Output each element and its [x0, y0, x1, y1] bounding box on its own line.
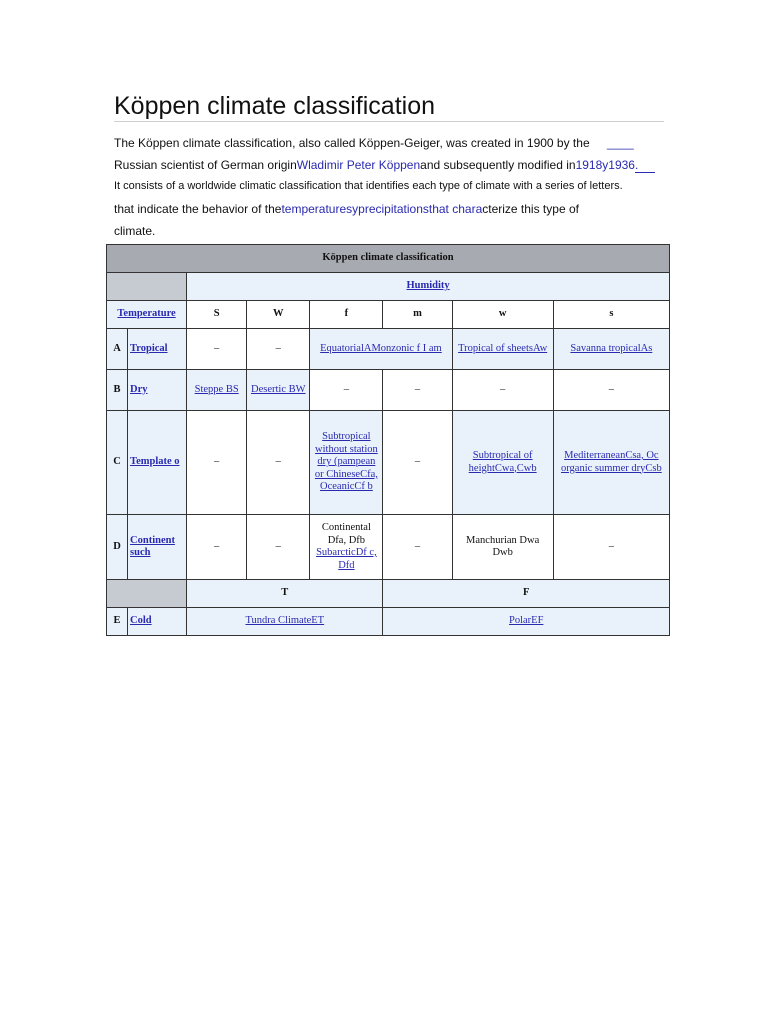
- paragraph-line-4: [114, 202, 579, 216]
- savanna-link[interactable]: Savanna tropicalAs: [570, 342, 653, 354]
- koppen-link[interactable]: Wladimir Peter Köppen: [296, 158, 421, 172]
- desertic-link[interactable]: Desertic BW: [251, 383, 306, 395]
- cell: –: [553, 370, 669, 411]
- paragraph-text: Russian scientist of German origin: [114, 158, 297, 172]
- row-name-cell: [128, 370, 187, 411]
- cell-fm: [310, 329, 452, 370]
- years-link-tail[interactable]: .: [635, 158, 655, 173]
- steppe-link[interactable]: Steppe BS: [194, 383, 239, 395]
- col-header-s: s: [553, 301, 669, 329]
- cell: –: [310, 370, 383, 411]
- cell: –: [247, 515, 310, 580]
- mediterranean-link[interactable]: MediterraneanCsa, Oc organic summer dryCsb: [561, 450, 662, 474]
- cell: [187, 370, 247, 411]
- cell: [452, 411, 553, 515]
- polar-link[interactable]: PolarEF: [509, 615, 544, 627]
- table-row: [107, 608, 670, 636]
- koppen-table: [106, 244, 670, 636]
- cell: [553, 329, 669, 370]
- tropical-sheets-link[interactable]: Tropical of sheetsAw: [458, 342, 548, 354]
- col-header-m: m: [383, 301, 452, 329]
- row-letter: D: [107, 515, 128, 580]
- cold-link[interactable]: Cold: [130, 615, 152, 627]
- table-row: [107, 411, 670, 515]
- template-link[interactable]: Template o: [130, 456, 180, 468]
- cell: –: [247, 411, 310, 515]
- temperature-header: [107, 301, 187, 329]
- subtropical-link[interactable]: Subtropical without station dry (pampean or ChineseCfa, OceanicCf b: [314, 431, 378, 493]
- cell: [247, 370, 310, 411]
- cell: –: [452, 370, 553, 411]
- cell: –: [187, 329, 247, 370]
- row-name-cell: [128, 515, 187, 580]
- humidity-header: [187, 273, 670, 301]
- cell: [553, 411, 669, 515]
- blank-link[interactable]: ____: [606, 136, 634, 150]
- cell: –: [383, 515, 452, 580]
- row-letter: C: [107, 411, 128, 515]
- table-row: [107, 515, 670, 580]
- paragraph-line-1: [114, 136, 634, 150]
- page-title: Köppen climate classification: [114, 92, 435, 120]
- continent-link[interactable]: Continent such: [130, 534, 175, 558]
- cell: [310, 411, 383, 515]
- cell: –: [383, 411, 452, 515]
- table-row: [107, 370, 670, 411]
- tundra-link[interactable]: Tundra ClimateET: [245, 615, 325, 627]
- t-header: T: [187, 580, 383, 608]
- row-name-cell: [128, 608, 187, 636]
- col-header-w: w: [452, 301, 553, 329]
- row-letter: E: [107, 608, 128, 636]
- cell: [310, 515, 383, 580]
- paragraph-text: cterize this type of: [482, 202, 579, 216]
- cell: –: [247, 329, 310, 370]
- col-header-S: S: [187, 301, 247, 329]
- empty-cell: [107, 580, 187, 608]
- equatorial-monzonic-link[interactable]: EquatorialAMonzonic f I am: [320, 342, 442, 354]
- cell: Manchurian Dwa Dwb: [452, 515, 553, 580]
- characterize-link[interactable]: that chara: [428, 202, 483, 216]
- empty-cell: [107, 273, 187, 301]
- col-header-W: W: [247, 301, 310, 329]
- subarctic-link[interactable]: SubarcticDf c, Dfd: [316, 547, 377, 571]
- temperatures-link[interactable]: temperatures: [281, 202, 353, 216]
- paragraph-text: The Köppen climate classification, also called Köppen-Geiger, was created in 1900 by the: [114, 136, 590, 150]
- subtropical-height-link[interactable]: Subtropical of heightCwa,Cwb: [468, 450, 537, 474]
- precipitations-link[interactable]: precipitations: [358, 202, 429, 216]
- paragraph-text: and subsequently modified in: [420, 158, 576, 172]
- cell: –: [187, 411, 247, 515]
- title-divider: [114, 121, 664, 122]
- cell: –: [187, 515, 247, 580]
- dry-link[interactable]: Dry: [130, 383, 148, 395]
- paragraph-line-5: climate.: [114, 224, 156, 238]
- paragraph-line-2: [114, 158, 655, 173]
- row-letter: A: [107, 329, 128, 370]
- paragraph-text: that indicate the behavior of the: [114, 202, 282, 216]
- humidity-link[interactable]: Humidity: [406, 280, 450, 292]
- f-header: F: [383, 580, 670, 608]
- row-letter: B: [107, 370, 128, 411]
- tropical-link[interactable]: Tropical: [130, 342, 168, 354]
- table-row: [107, 329, 670, 370]
- years-link[interactable]: 1918y1936: [575, 158, 635, 172]
- cell: [452, 329, 553, 370]
- temperature-link[interactable]: Temperature: [117, 308, 176, 320]
- cell: –: [553, 515, 669, 580]
- paragraph-line-3: It consists of a worldwide climatic classification that identifies each type of climate with a series of letters.: [114, 180, 623, 192]
- row-name-cell: [128, 329, 187, 370]
- row-name-cell: [128, 411, 187, 515]
- cell: [187, 608, 383, 636]
- table-caption: Köppen climate classification: [107, 245, 670, 273]
- continental-text: Continental Dfa, Dfb: [321, 522, 371, 546]
- col-header-f: f: [310, 301, 383, 329]
- cell: [383, 608, 670, 636]
- cell: –: [383, 370, 452, 411]
- y-link[interactable]: y: [352, 202, 359, 216]
